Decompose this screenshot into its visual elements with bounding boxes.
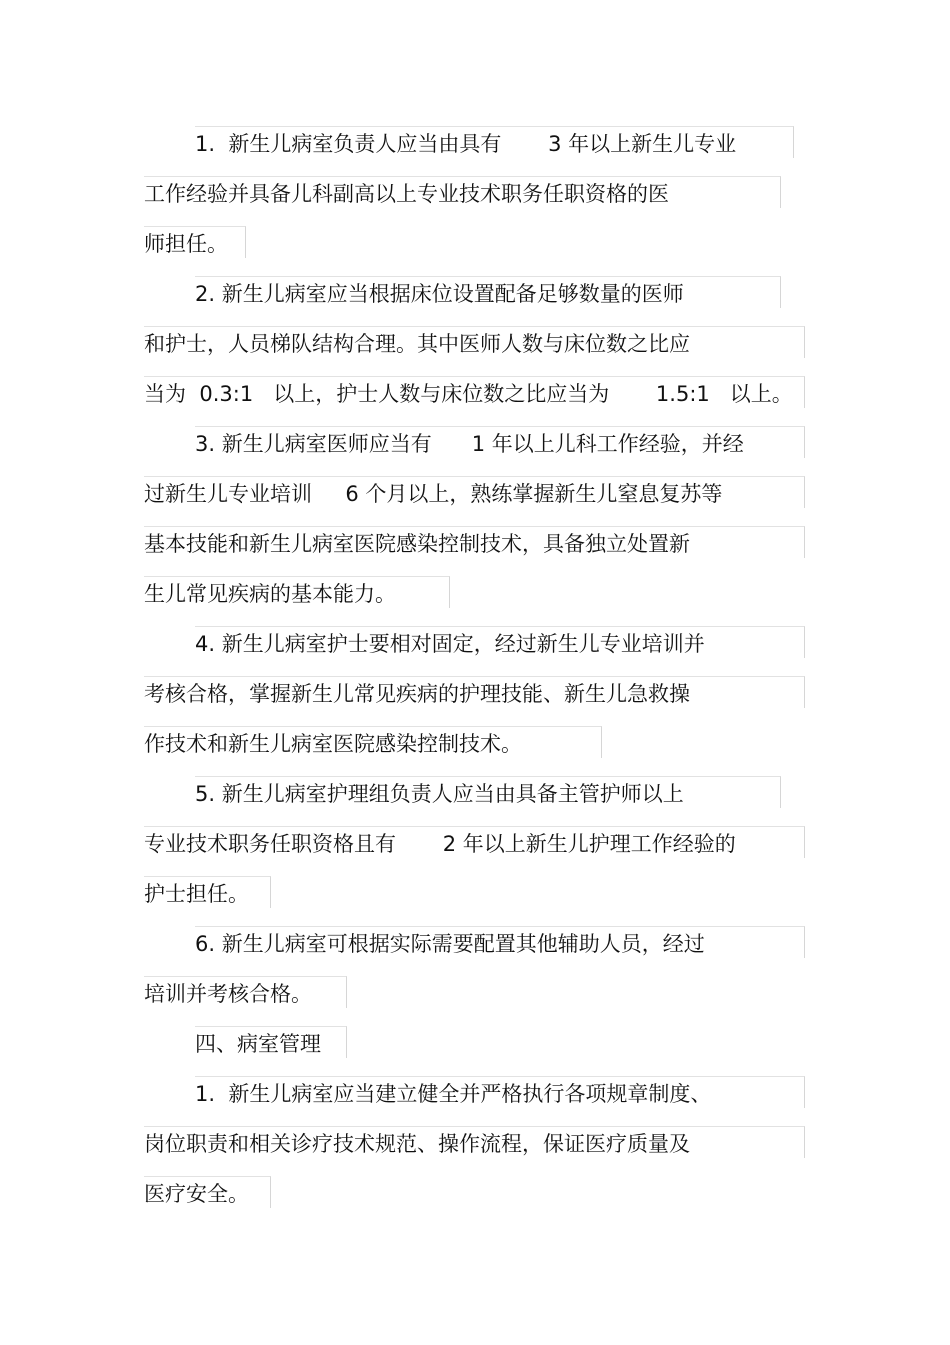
text-line: 工作经验并具备儿科副高以上专业技术职务任职资格的医 — [144, 176, 781, 208]
text-line: 2. 新生儿病室应当根据床位设置配备足够数量的医师 — [195, 276, 781, 308]
text-line: 作技术和新生儿病室医院感染控制技术。 — [144, 726, 602, 758]
text-line: 培训并考核合格。 — [144, 976, 347, 1008]
text-line: 6. 新生儿病室可根据实际需要配置其他辅助人员，经过 — [195, 926, 805, 958]
text-line: 生儿常见疾病的基本能力。 — [144, 576, 450, 608]
text-line: 过新生儿专业培训 6 个月以上，熟练掌握新生儿窒息复苏等 — [144, 476, 805, 508]
text-line: 考核合格，掌握新生儿常见疾病的护理技能、新生儿急救操 — [144, 676, 805, 708]
text-line: 专业技术职务任职资格且有 2 年以上新生儿护理工作经验的 — [144, 826, 805, 858]
text-line: 岗位职责和相关诊疗技术规范、操作流程，保证医疗质量及 — [144, 1126, 805, 1158]
text-line: 护士担任。 — [144, 876, 271, 908]
text-line: 和护士，人员梯队结构合理。其中医师人数与床位数之比应 — [144, 326, 805, 358]
section-heading: 四、病室管理 — [195, 1026, 347, 1058]
text-line: 1. 新生儿病室应当建立健全并严格执行各项规章制度、 — [195, 1076, 805, 1108]
text-line: 3. 新生儿病室医师应当有 1 年以上儿科工作经验，并经 — [195, 426, 805, 458]
text-line: 基本技能和新生儿病室医院感染控制技术，具备独立处置新 — [144, 526, 805, 558]
text-line: 4. 新生儿病室护士要相对固定，经过新生儿专业培训并 — [195, 626, 805, 658]
text-line: 5. 新生儿病室护理组负责人应当由具备主管护师以上 — [195, 776, 781, 808]
text-line: 当为 0.3:1 以上，护士人数与床位数之比应当为 1.5:1 以上。 — [144, 376, 805, 408]
text-line: 医疗安全。 — [144, 1176, 271, 1208]
text-line: 1. 新生儿病室负责人应当由具有 3 年以上新生儿专业 — [195, 126, 794, 158]
text-line: 师担任。 — [144, 226, 246, 258]
